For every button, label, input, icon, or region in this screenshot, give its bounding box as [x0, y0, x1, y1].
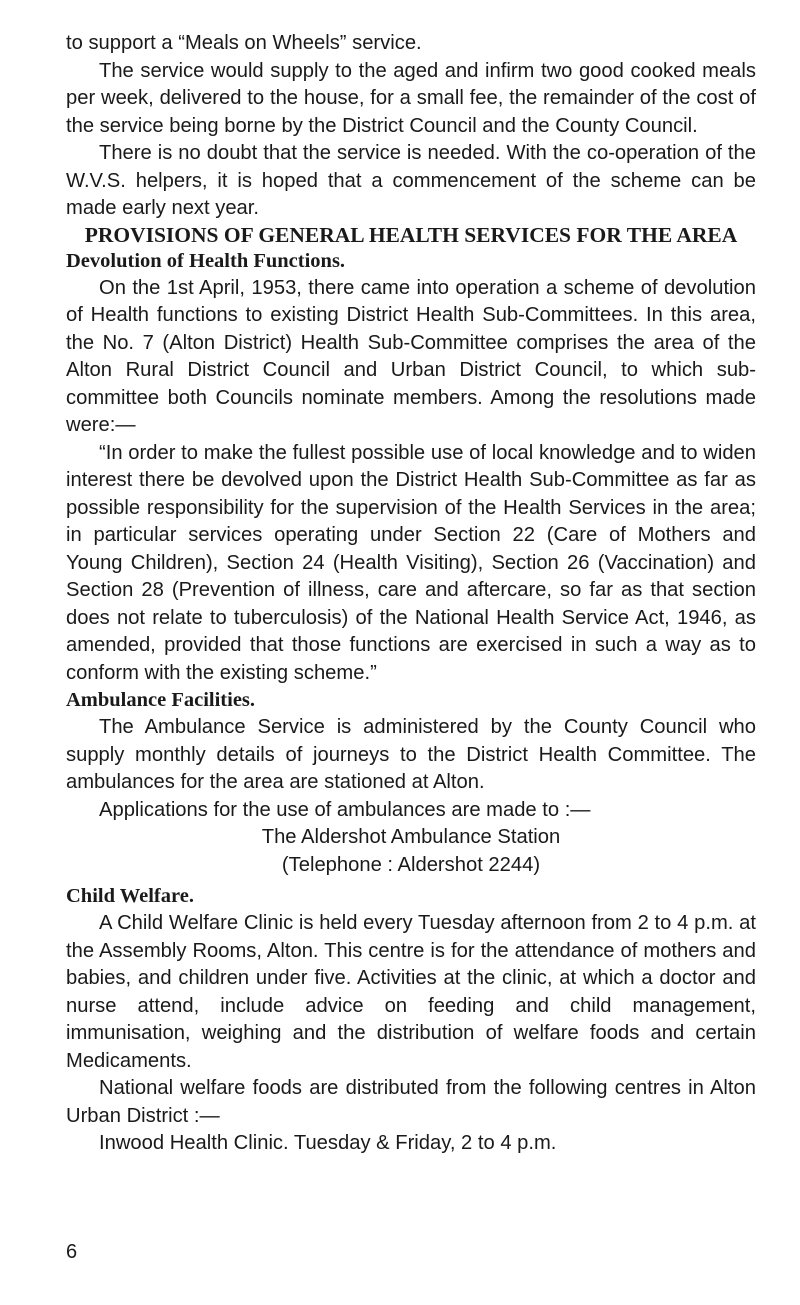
page-number: 6: [66, 1241, 78, 1263]
paragraph-devolution: On the 1st April, 1953, there came into operation a scheme of devolution of Health functions to existing District Health Sub-Committees. In this area, the No. 7 (Alton District) Health Sub-Committee comprises the area of the Alton Rural District Council and Urban District Council, to which sub-committee both Councils nominate members. Among the resolutions made were:—: [66, 276, 756, 436]
paragraph-service: The service would supply to the aged and infirm two good cooked meals per week, delivered to the house, for a small fee, the remainder of the cost of the service being borne by the District Council and the County Council.: [66, 59, 756, 137]
paragraph-intro-tail: to support a “Meals on Wheels” service.: [66, 32, 422, 54]
subheading-ambulance: Ambulance Facilities.: [66, 689, 256, 711]
subheading-devolution: Devolution of Health Functions.: [66, 249, 346, 272]
subheading-child-welfare: Child Welfare.: [66, 885, 194, 907]
paragraph-ambulance-service: The Ambulance Service is administered by the County Council who supply monthly details of journeys to the District Health Committee. The ambulances for the area are stationed at Alton.: [66, 716, 756, 793]
section-heading-provisions: PROVISIONS OF GENERAL HEALTH SERVICES FOR THE AREA: [84, 222, 738, 247]
ambulance-station-name: The Aldershot Ambulance Station: [261, 826, 561, 848]
paragraph-child-welfare-clinic: A Child Welfare Clinic is held every Tuesday afternoon from 2 to 4 p.m. at the Assembly Rooms, Alton. This centre is for the attendance of mothers and babies, and children under five. Activities at the clinic, at which a doctor and nurse attend, include advice on feeding and child management, immunisation, weighing and the distribution of welfare foods and certain Medicaments.: [66, 912, 756, 1072]
paragraph-resolution-quote: “In order to make the fullest possible use of local knowledge and to widen interest there be devolved upon the District Health Sub-Committee as far as possible responsibility for the supervision of the Health Services in the area; in particular services operating under Section 22 (Care of Mothers and Young Children), Section 24 (Health Visiting), Section 26 (Vaccination) and Section 28 (Prevention of illness, care and aftercare, so far as that section does not relate to tuberculosis) of the National Health Service Act, 1946, as amended, provided that those functions are exercised in such a way as to conform with the existing scheme.”: [66, 441, 756, 684]
paragraph-ambulance-applications: Applications for the use of ambulances are made to :—: [99, 798, 591, 821]
distribution-centre-inwood: Inwood Health Clinic. Tuesday & Friday, 2 to 4 p.m.: [99, 1132, 557, 1154]
ambulance-station-telephone: (Telephone : Aldershot 2244): [281, 853, 541, 876]
paragraph-need: There is no doubt that the service is needed. With the co-operation of the W.V.S. helpers, it is hoped that a commencement of the scheme can be made early next year.: [66, 142, 756, 219]
body-text: [66, 30, 756, 1158]
paragraph-welfare-foods: National welfare foods are distributed from the following centres in Alton Urban District :—: [66, 1077, 756, 1127]
